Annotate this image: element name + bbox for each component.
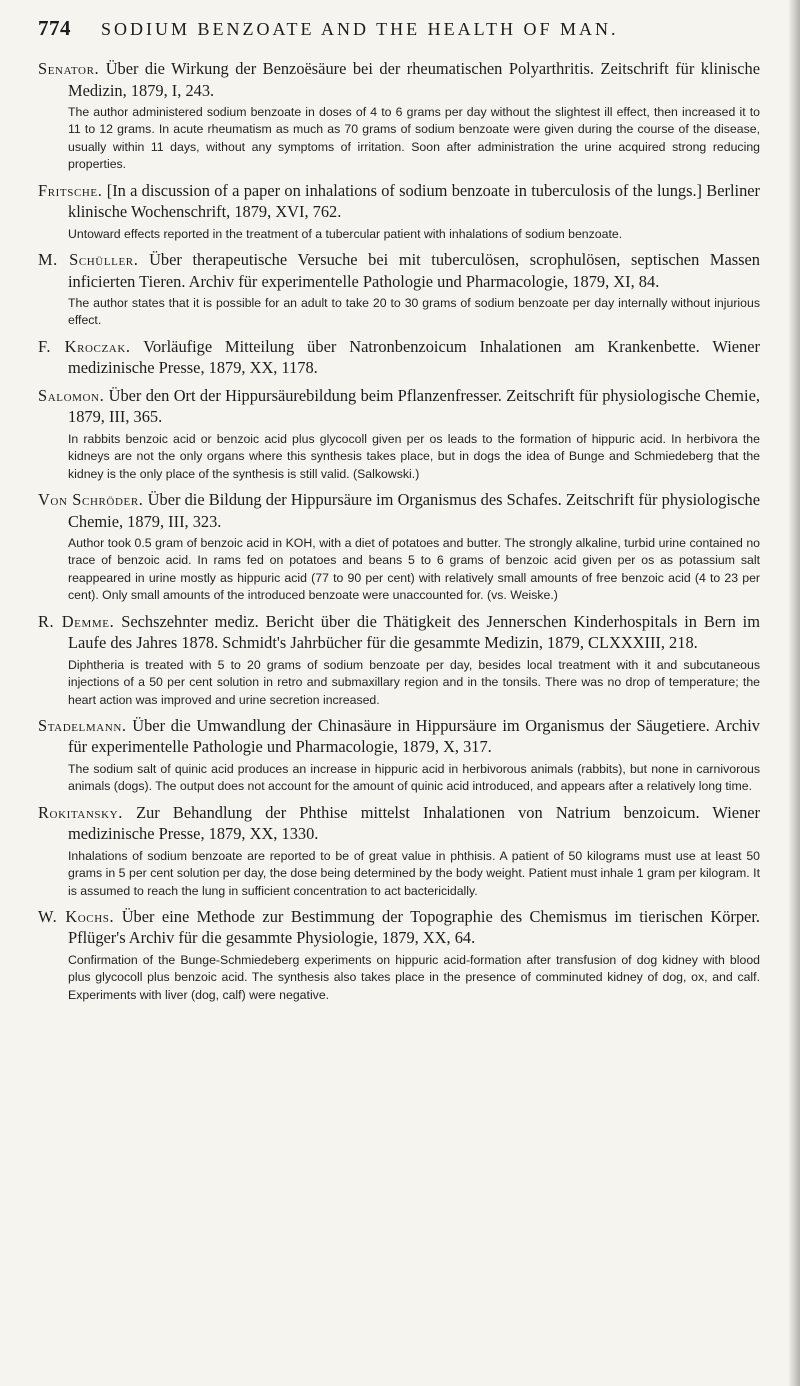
entry-summary: Diphtheria is treated with 5 to 20 grams of sodium benzoate per day, besides local treatment with it and subcutaneous injections of a 50 per cent solution in retro and submaxillary region and in the tonsils. There was no drop of temperature; the heart action was improved and urine secretion increased. [68, 657, 760, 707]
entry-author: Fritsche. [38, 180, 103, 200]
bibliography-entry [38, 906, 760, 1004]
page-header [38, 16, 770, 46]
entry-title: Über die Umwandlung der Chinasäure in Hippursäure im Organismus der Säugetiere. Archiv für experimentelle Pathologie und Pharmacologie, 1879, X, 317. [68, 715, 760, 757]
entry-author: Rokitansky. [38, 802, 123, 822]
entry-citation [38, 715, 760, 758]
entry-author: M. Schüller. [38, 250, 139, 270]
entry-citation [38, 180, 760, 223]
entry-citation [38, 58, 760, 101]
entry-citation [38, 385, 760, 428]
entry-citation [38, 489, 760, 532]
page-edge-shadow [788, 0, 800, 1386]
bibliography-entry [38, 715, 760, 796]
bibliography-entry [38, 180, 760, 243]
entry-author: W. Kochs. [38, 906, 115, 926]
bibliography-entry [38, 385, 760, 483]
entry-summary: Untoward effects reported in the treatment of a tubercular patient with inhalations of sodium benzoate. [68, 226, 623, 241]
entry-summary: Confirmation of the Bunge-Schmiedeberg experiments on hippuric acid-formation after transfusion of dog kidney with blood plus glycocoll plus benzoic acid. The synthesis also takes place in the presence of comminuted kidney of dog, ox, and calf. Experiments with liver (dog, calf) were negative. [68, 952, 760, 1002]
bibliography-entry [38, 336, 760, 379]
entry-title: Über therapeutische Versuche bei mit tuberculösen, scrophulösen, septischen Massen inficierten Tieren. Archiv für experimentelle Pathologie und Pharmacologie, 1879, XI, 84. [68, 250, 760, 291]
entry-author: Stadelmann. [38, 715, 127, 735]
entry-title: Sechszehnter mediz. Bericht über die Thätigkeit des Jennerschen Kinderhospitals in Bern im Laufe des Jahres 1878. Schmidt's Jahrbücher für die gesammte Medizin, 1879, CLXXXIII, 218. [68, 611, 760, 653]
entry-author: Salomon. [38, 385, 105, 405]
entry-summary: The author states that it is possible for an adult to take 20 to 30 grams of sodium benzoate per day internally without injurious effect. [68, 296, 760, 328]
entry-title: Über eine Methode zur Bestimmung der Topographie des Chemismus im tierischen Körper. Pflüger's Archiv für die gesammte Physiologie, 1879, XX, 64. [68, 906, 760, 948]
entry-author: Senator. [38, 59, 100, 78]
bibliography-list [38, 58, 760, 1010]
entry-author: Von Schröder. [38, 490, 144, 510]
entry-summary: In rabbits benzoic acid or benzoic acid plus glycocoll given per os leads to the formation of hippuric acid. In herbivora the kidneys are not the only organs where this synthesis takes place, but in dogs the idea of Bunge and Schmiedeberg that the kidney is the only place of the synthesis is still valid. (Salkowski.) [68, 431, 760, 481]
page-number: 774 [38, 16, 71, 40]
entry-citation [38, 336, 760, 379]
running-head: SODIUM BENZOATE AND THE HEALTH OF MAN. [101, 19, 619, 39]
entry-summary: The sodium salt of quinic acid produces an increase in hippuric acid in herbivorous animals (rabbits), but none in carnivorous animals (dogs). The output does not account for the amount of quinic acid introduced, and appears after a relatively long time. [68, 761, 760, 794]
entry-title: Über den Ort der Hippursäurebildung beim Pflanzenfresser. Zeitschrift für physiologische Chemie, 1879, III, 365. [68, 385, 760, 427]
bibliography-entry [38, 249, 760, 330]
bibliography-entry [38, 611, 760, 709]
entry-title: Vorläufige Mitteilung über Natronbenzoicum Inhalationen am Krankenbette. Wiener medizinische Presse, 1879, XX, 1178. [68, 336, 760, 378]
entry-title: Über die Wirkung der Benzoësäure bei der rheumatischen Polyarthritis. Zeitschrift für klinische Medizin, 1879, I, 243. [68, 59, 760, 100]
entry-citation [38, 802, 760, 845]
entry-summary: Author took 0.5 gram of benzoic acid in KOH, with a diet of potatoes and butter. The strongly alkaline, turbid urine contained no trace of benzoic acid. In rams fed on potatoes and beans 5 to 6 grams of benzoic acid given per os as potassium salt reappeared in urine mostly as hippuric acid (77 to 90 per cent) with relatively small amounts of free benzoic acid (4 to 23 per cent). Only small amounts of the introduced benzoate were unaccounted for. (vs. Weiske.) [68, 536, 760, 603]
entry-citation [38, 249, 760, 292]
entry-title: Zur Behandlung der Phthise mittelst Inhalationen von Natrium benzoicum. Wiener medizinische Presse, 1879, XX, 1330. [68, 802, 761, 844]
entry-title: [In a discussion of a paper on inhalations of sodium benzoate in tuberculosis of the lungs.] Berliner klinische Wochenschrift, 1879, XVI, 762. [68, 180, 760, 222]
bibliography-entry [38, 58, 760, 174]
entry-summary: Inhalations of sodium benzoate are reported to be of great value in phthisis. A patient of 50 kilograms must use at least 50 grams in 5 per cent solution per day, the dose being determined by the body weight. Patient must inhale 1 gram per kilogram. It is assumed to reach the lung in sufficient concentration to act bactericidally. [68, 848, 760, 898]
bibliography-entry [38, 489, 760, 605]
entry-author: R. Demme. [38, 611, 115, 631]
entry-summary: The author administered sodium benzoate in doses of 4 to 6 grams per day without the slightest ill effect, then increased it to 11 to 12 grams. In acute rheumatism as much as 70 grams of sodium benzoate were given during the course of the disease, usually within 11 days, without any symptoms of irritation. Soon after administration the urine acquired strong reducing properties. [68, 105, 760, 172]
entry-citation [38, 611, 760, 654]
entry-citation [38, 906, 760, 949]
entry-author: F. Kroczak. [38, 336, 131, 356]
entry-title: Über die Bildung der Hippursäure im Organismus des Schafes. Zeitschrift für physiologische Chemie, 1879, III, 323. [68, 490, 760, 531]
bibliography-entry [38, 802, 760, 900]
